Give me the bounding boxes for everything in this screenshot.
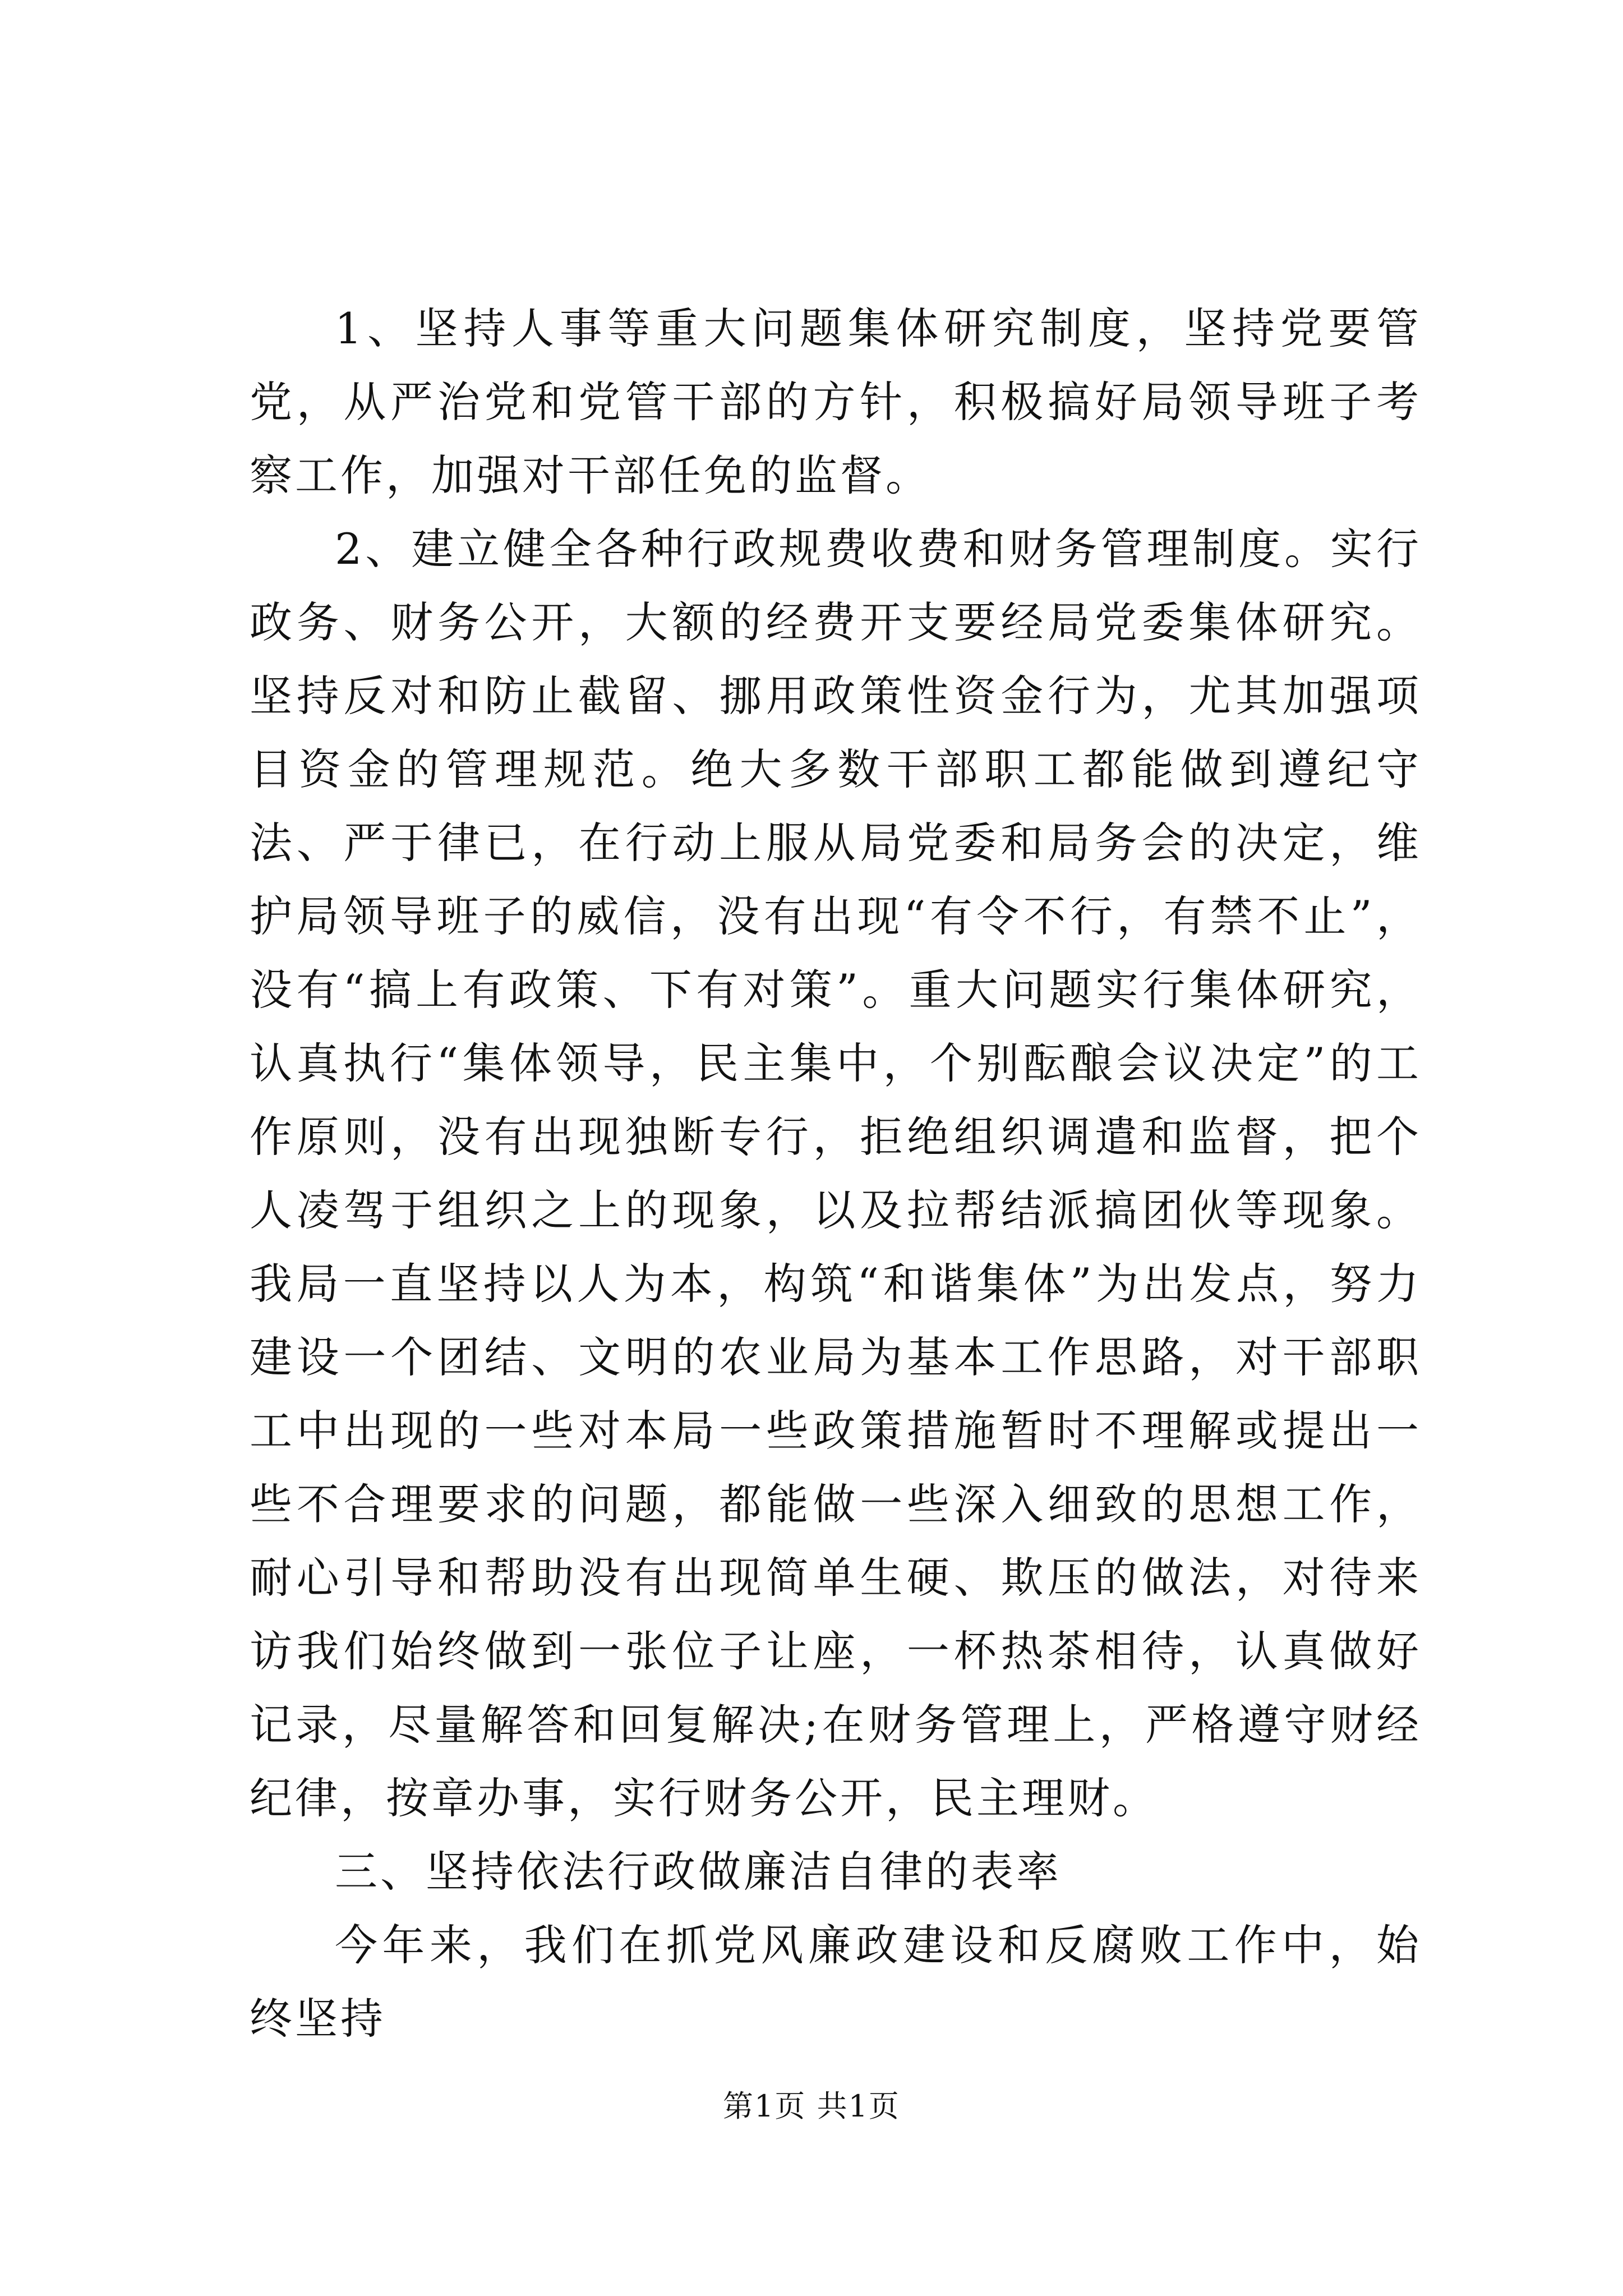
paragraph-finance-management: 2、建立健全各种行政规费收费和财务管理制度。实行政务、财务公开，大额的经费开支要经局党委集体研究。坚持反对和防止截留、挪用政策性资金行为，尤其加强项目资金的管理规范。绝大多数干部职工都能做到遵纪守法、严于律已，在行动上服从局党委和局务会的决定，维护局领导班子的威信，没有出现“有令不行，有禁不止”，没有“搞上有政策、下有对策”。重大问题实行集体研究，认真执行“集体领导，民主集中，个别酝酿会议决定”的工作原则，没有出现独断专行，拒绝组织调遣和监督，把个人凌驾于组织之上的现象，以及拉帮结派搞团伙等现象。我局一直坚持以人为本，构筑“和谐集体”为出发点，努力建设一个团结、文明的农业局为基本工作思路，对干部职工中出现的一些对本局一些政策措施暂时不理解或提出一些不合理要求的问题，都能做一些深入细致的思想工作，耐心引导和帮助没有出现简单生硬、欺压的做法，对待来访我们始终做到一张位子让座，一杯热茶相待，认真做好记录，尽量解答和回复解决;在财务管理上，严格遵守财经纪律，按章办事，实行财务公开，民主理财。 (250, 524, 1422, 1823)
paragraph-personnel-decisions: 1、坚持人事等重大问题集体研究制度，坚持党要管党，从严治党和党管干部的方针，积极搞好局领导班子考察工作，加强对干部任免的监督。 (250, 303, 1422, 500)
document-body (250, 292, 1422, 2055)
section-heading: 三、坚持依法行政做廉洁自律的表率 (335, 1847, 1062, 1897)
page-footer: 第1页 共1页 (723, 2088, 900, 2124)
paragraph-this-year: 今年来，我们在抓党风廉政建设和反腐败工作中，始终坚持 (250, 1920, 1422, 2044)
